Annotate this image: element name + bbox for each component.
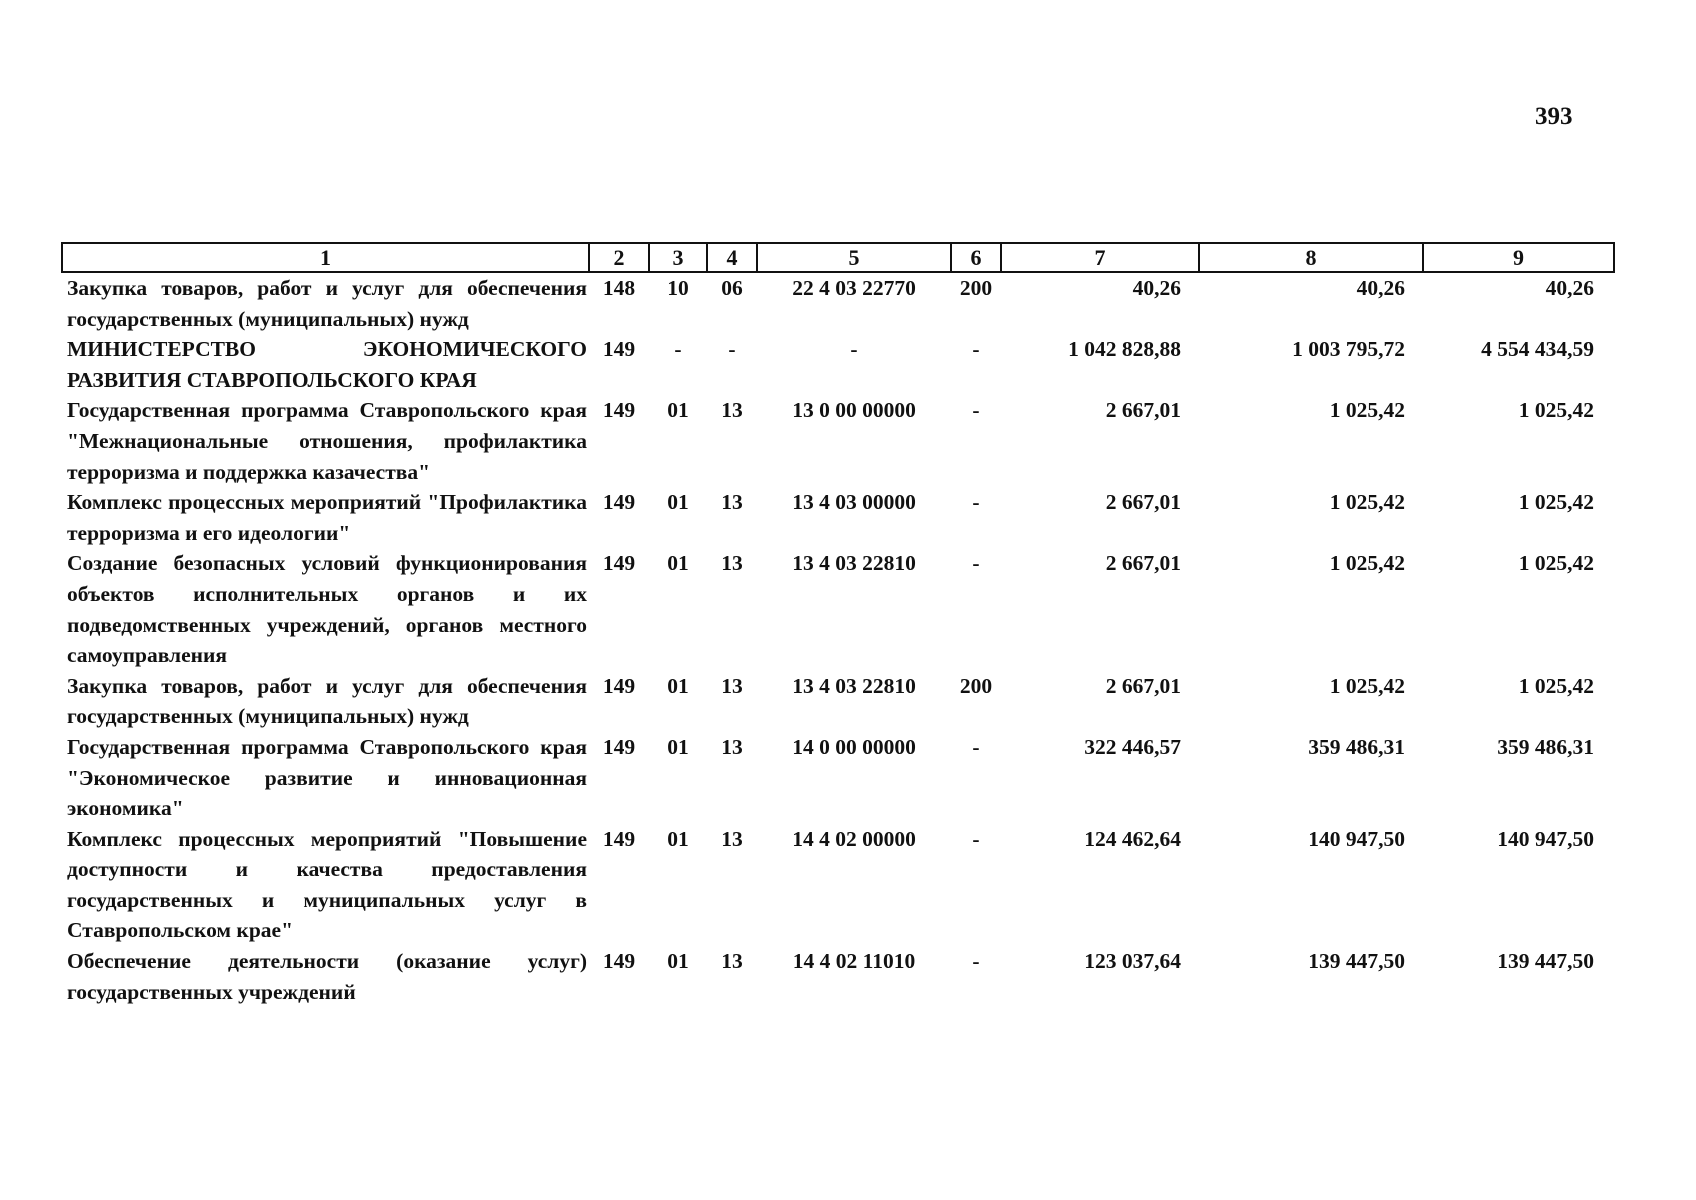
row-amount-col7: 2 667,01 — [1105, 398, 1181, 423]
row-amount-col7: 123 037,64 — [1084, 949, 1181, 974]
row-name: Закупка товаров, работ и услуг для обеспечения государственных (муниципальных) нужд — [67, 276, 587, 331]
row-name: Государственная программа Ставропольского края "Экономическое развитие и инновационная экономика" — [67, 734, 587, 821]
row-subsection: 13 — [721, 826, 743, 851]
row-ministry-code: 149 — [602, 398, 636, 423]
row-expense-type: - — [972, 490, 980, 515]
row-subsection: 13 — [721, 734, 743, 759]
column-header-6: 6 — [951, 243, 1001, 272]
table-row — [62, 487, 1614, 548]
header-row — [62, 243, 1614, 272]
row-amount-col7: 2 667,01 — [1105, 551, 1181, 576]
row-target-article: 22 4 03 22770 — [792, 276, 916, 300]
row-amount-col9: 1 025,42 — [1518, 551, 1594, 576]
row-expense-type: - — [972, 734, 980, 759]
row-amount-col7: 2 667,01 — [1105, 673, 1181, 698]
row-ministry-code: 149 — [602, 826, 636, 851]
row-section: 01 — [667, 673, 689, 698]
table-row — [62, 334, 1614, 395]
row-section: 01 — [667, 398, 689, 423]
row-section: - — [674, 337, 682, 362]
table-row — [62, 548, 1614, 670]
row-section: 01 — [667, 949, 689, 974]
row-amount-col9: 1 025,42 — [1518, 490, 1594, 515]
row-amount-col8: 1 003 795,72 — [1292, 337, 1405, 362]
row-amount-col9: 359 486,31 — [1497, 734, 1594, 759]
row-name: Закупка товаров, работ и услуг для обеспечения государственных (муниципальных) нужд — [67, 673, 587, 729]
table-row — [62, 272, 1614, 334]
row-name: Государственная программа Ставропольского края "Межнациональные отношения, профилактика терроризма и поддержка казачества" — [67, 398, 587, 484]
row-expense-type: - — [972, 337, 980, 362]
row-amount-col7: 322 446,57 — [1084, 734, 1181, 759]
row-subsection: 13 — [721, 551, 743, 576]
row-amount-col8: 1 025,42 — [1329, 673, 1405, 698]
row-ministry-code: 149 — [602, 490, 636, 515]
row-ministry-code: 149 — [602, 949, 636, 974]
table-row — [62, 395, 1614, 487]
row-amount-col7: 124 462,64 — [1084, 826, 1181, 851]
table-row — [62, 732, 1614, 824]
row-section: 01 — [667, 734, 689, 759]
column-header-2: 2 — [589, 243, 649, 272]
row-target-article: 13 4 03 22810 — [792, 673, 916, 698]
column-header-7: 7 — [1001, 243, 1199, 272]
row-amount-col7: 2 667,01 — [1105, 490, 1181, 515]
row-amount-col7: 40,26 — [1132, 276, 1181, 300]
row-expense-type: 200 — [959, 673, 993, 698]
row-subsection: 06 — [721, 276, 743, 300]
column-header-4: 4 — [707, 243, 757, 272]
row-section: 10 — [667, 276, 689, 300]
row-amount-col9: 139 447,50 — [1497, 949, 1594, 974]
row-amount-col8: 359 486,31 — [1308, 734, 1405, 759]
table-row — [62, 946, 1614, 1007]
row-section: 01 — [667, 551, 689, 576]
row-name: МИНИСТЕРСТВО ЭКОНОМИЧЕСКОГО РАЗВИТИЯ СТАВРОПОЛЬСКОГО КРАЯ — [67, 337, 587, 392]
row-expense-type: 200 — [959, 276, 993, 300]
row-target-article: 14 4 02 11010 — [792, 949, 916, 974]
page-number: 393 — [1535, 103, 1573, 130]
row-subsection: 13 — [721, 949, 743, 974]
row-amount-col8: 1 025,42 — [1329, 398, 1405, 423]
row-amount-col8: 1 025,42 — [1329, 551, 1405, 576]
row-amount-col8: 139 447,50 — [1308, 949, 1405, 974]
table-row — [62, 824, 1614, 946]
row-name: Создание безопасных условий функционирования объектов исполнительных органов и их подведомственных учреждений, органов местного самоуправления — [67, 551, 587, 668]
row-name: Комплекс процессных мероприятий "Профилактика терроризма и его идеологии" — [67, 490, 587, 545]
row-amount-col8: 1 025,42 — [1329, 490, 1405, 515]
column-header-9: 9 — [1423, 243, 1614, 272]
row-target-article: 13 4 03 22810 — [792, 551, 916, 576]
row-section: 01 — [667, 826, 689, 851]
column-header-1: 1 — [62, 243, 589, 272]
budget-table — [61, 242, 1615, 1007]
row-ministry-code: 149 — [602, 734, 636, 759]
row-name: Комплекс процессных мероприятий "Повышение доступности и качества предоставления государственных и муниципальных услуг в Ставропольском крае" — [67, 826, 587, 943]
row-ministry-code: 149 — [602, 337, 636, 362]
row-subsection: 13 — [721, 490, 743, 515]
row-expense-type: - — [972, 551, 980, 576]
row-amount-col9: 1 025,42 — [1518, 673, 1594, 698]
row-amount-col7: 1 042 828,88 — [1068, 337, 1181, 362]
row-target-article: 14 4 02 00000 — [792, 826, 916, 851]
row-subsection: - — [728, 337, 736, 362]
column-header-5: 5 — [757, 243, 951, 272]
column-header-8: 8 — [1199, 243, 1423, 272]
row-target-article: - — [850, 337, 858, 362]
row-ministry-code: 149 — [602, 673, 636, 698]
row-subsection: 13 — [721, 673, 743, 698]
row-amount-col9: 1 025,42 — [1518, 398, 1594, 423]
row-amount-col8: 40,26 — [1356, 276, 1405, 300]
row-expense-type: - — [972, 949, 980, 974]
row-target-article: 14 0 00 00000 — [792, 734, 916, 759]
row-amount-col9: 40,26 — [1545, 276, 1594, 300]
row-amount-col9: 4 554 434,59 — [1481, 337, 1594, 362]
row-ministry-code: 148 — [602, 276, 636, 300]
row-name: Обеспечение деятельности (оказание услуг) государственных учреждений — [67, 949, 587, 1004]
row-subsection: 13 — [721, 398, 743, 423]
row-expense-type: - — [972, 398, 980, 423]
row-amount-col8: 140 947,50 — [1308, 826, 1405, 851]
row-amount-col9: 140 947,50 — [1497, 826, 1594, 851]
row-ministry-code: 149 — [602, 551, 636, 576]
column-header-3: 3 — [649, 243, 707, 272]
row-target-article: 13 4 03 00000 — [792, 490, 916, 515]
row-expense-type: - — [972, 826, 980, 851]
table-row — [62, 671, 1614, 732]
row-section: 01 — [667, 490, 689, 515]
row-target-article: 13 0 00 00000 — [792, 398, 916, 423]
